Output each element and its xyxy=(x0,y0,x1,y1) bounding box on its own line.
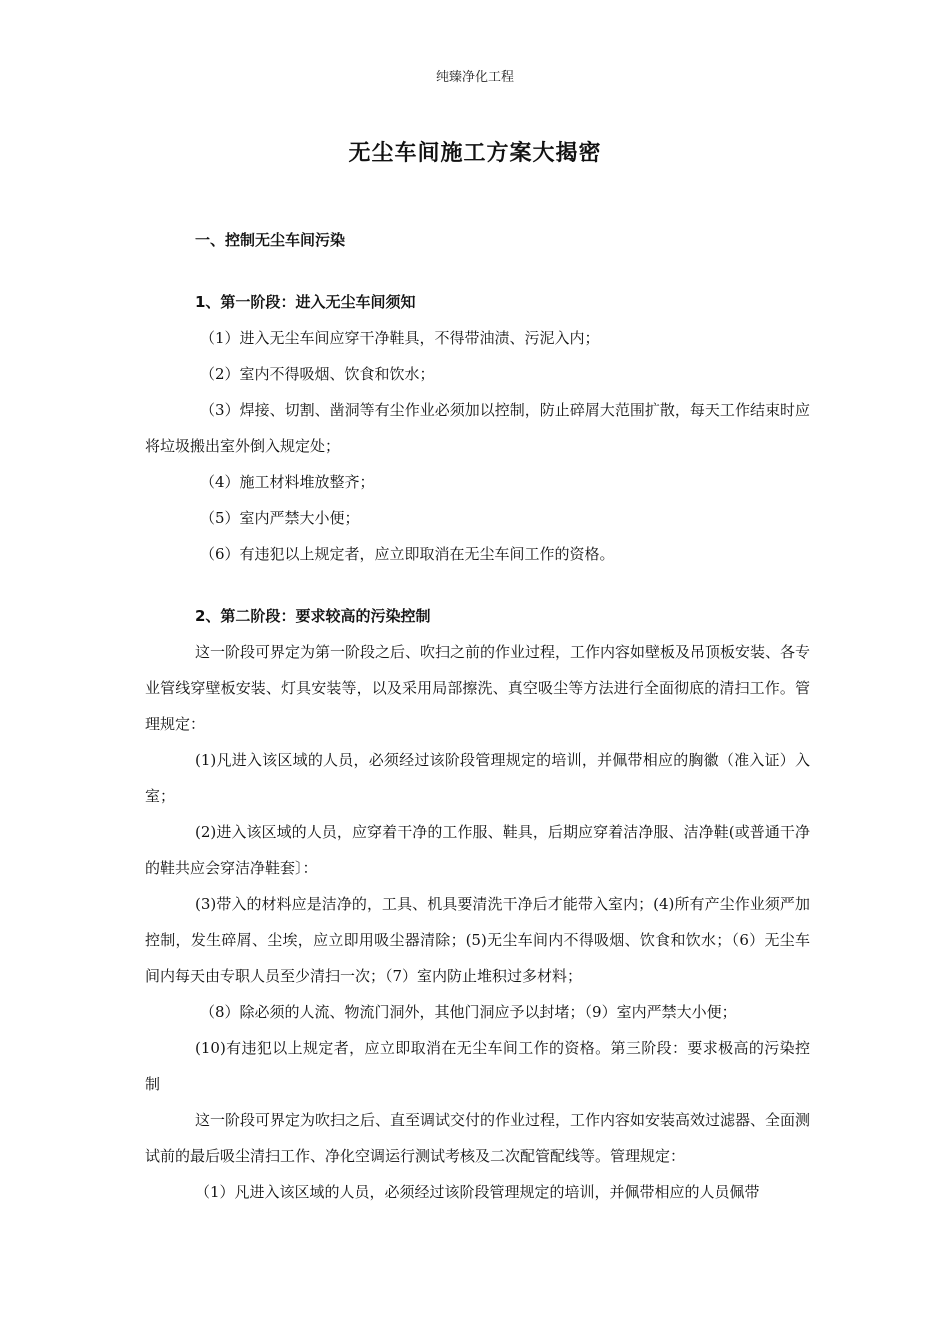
stage2-heading: 2、第二阶段：要求较高的污染控制 xyxy=(195,607,431,625)
stage1-heading: 1、第一阶段：进入无尘车间须知 xyxy=(195,293,416,311)
stage3-intro: 这一阶段可界定为吹扫之后、直至调试交付的作业过程，工作内容如安装高效过滤器、全面测试前的最后吸尘清扫工作、净化空调运行测试考核及二次配管配线等。管理规定： xyxy=(145,1111,811,1165)
stage2-intro: 这一阶段可界定为第一阶段之后、吹扫之前的作业过程，工作内容如壁板及吊顶板安装、各专业管线穿壁板安装、灯具安装等，以及采用局部擦洗、真空吸尘等方法进行全面彻底的清扫工作。管理规定： xyxy=(145,643,811,733)
stage1-item: （3）焊接、切割、凿洞等有尘作业必须加以控制，防止碎屑大范围扩散，每天工作结束时应将垃圾搬出室外倒入规定处； xyxy=(145,401,810,455)
document-body xyxy=(145,222,810,1210)
stage2-item: (1)凡进入该区域的人员，必须经过该阶段管理规定的培训，并佩带相应的胸徽（准入证）入室； xyxy=(145,751,810,805)
stage1-item: （2）室内不得吸烟、饮食和饮水； xyxy=(200,365,435,383)
stage1-item: （5）室内严禁大小便； xyxy=(200,509,360,527)
stage2-item: (3)带入的材料应是洁净的，工具、机具要清洗干净后才能带入室内；(4)所有产尘作业须严加控制，发生碎屑、尘埃，应立即用吸尘器清除；(5)无尘车间内不得吸烟、饮食和饮水；（6）无尘车间内每天由专职人员至少清扫一次；（7）室内防止堆积过多材料； xyxy=(145,895,810,985)
section-heading: 一、控制无尘车间污染 xyxy=(195,231,346,249)
stage2-item: （8）除必须的人流、物流门洞外，其他门洞应予以封堵；（9）室内严禁大小便； xyxy=(200,1003,737,1021)
stage2-item: (2)进入该区域的人员，应穿着干净的工作服、鞋具，后期应穿着洁净服、洁净鞋(或普通干净的鞋共应会穿洁净鞋套〕： xyxy=(145,823,810,877)
stage1-item: （1）进入无尘车间应穿干净鞋具，不得带油渍、污泥入内； xyxy=(200,329,600,347)
stage3-item: （1）凡进入该区域的人员，必须经过该阶段管理规定的培训，并佩带相应的人员佩带 xyxy=(195,1183,760,1201)
stage1-item: （4）施工材料堆放整齐； xyxy=(200,473,375,491)
stage1-item: （6）有违犯以上规定者，应立即取消在无尘车间工作的资格。 xyxy=(200,545,615,563)
document-title: 无尘车间施工方案大揭密 xyxy=(348,141,602,166)
page-header: 纯臻净化工程 xyxy=(435,70,514,85)
stage2-item: (10)有违犯以上规定者，应立即取消在无尘车间工作的资格。第三阶段：要求极高的污染控制 xyxy=(145,1039,810,1093)
